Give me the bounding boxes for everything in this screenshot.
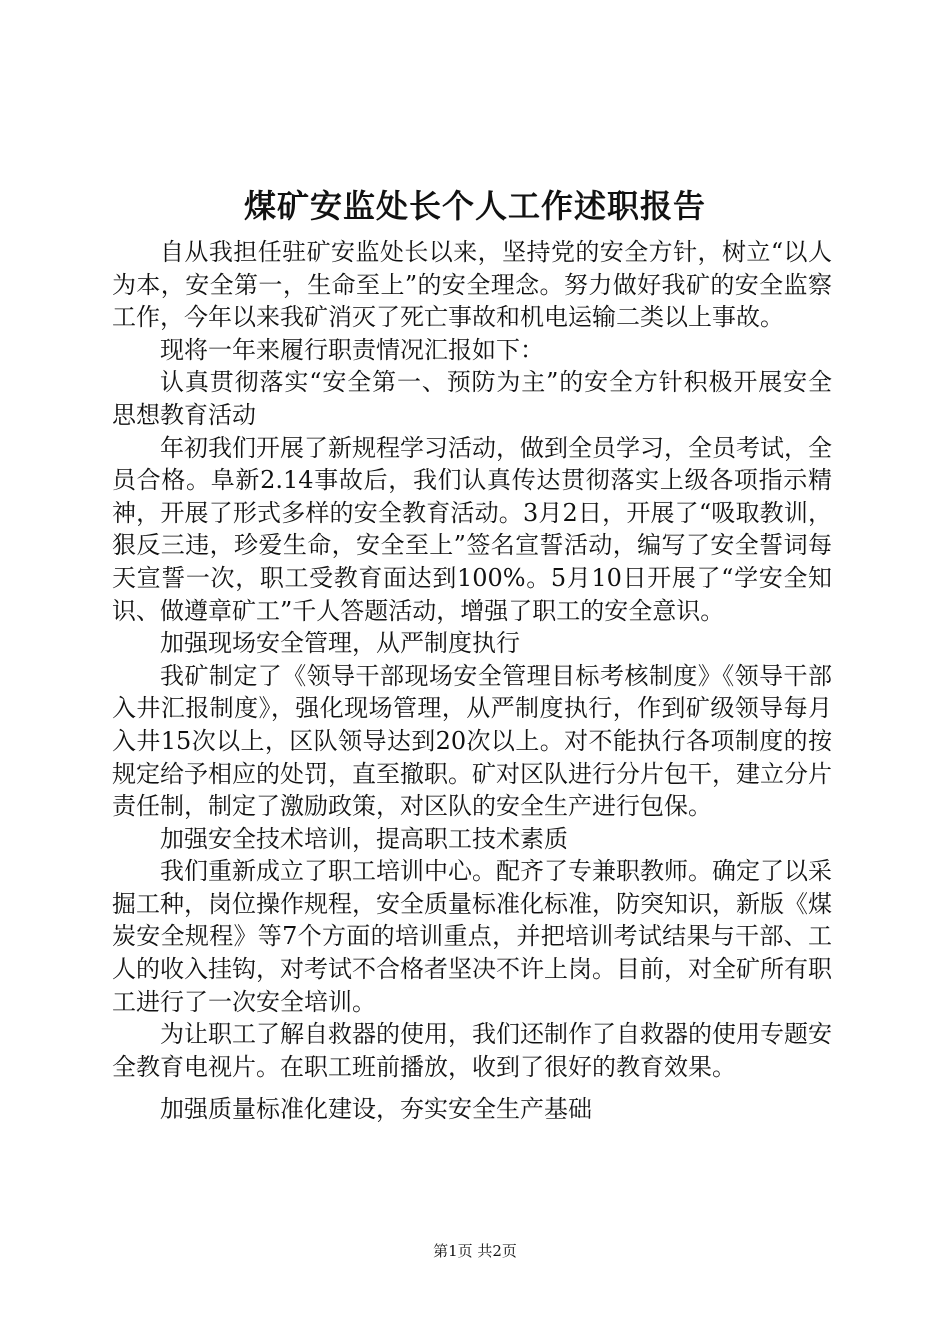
paragraph-intro: 自从我担任驻矿安监处长以来，坚持党的安全方针，树立“以人为本，安全第一，生命至上”的安全理念。努力做好我矿的安全监察工作，今年以来我矿消灭了死亡事故和机电运输二类以上事故。 — [112, 238, 832, 332]
section-heading-technical-training: 加强安全技术培训，提高职工技术素质 — [160, 824, 568, 853]
paragraph-technical-training: 我们重新成立了职工培训中心。配齐了专兼职教师。确定了以采掘工种，岗位操作规程，安全质量标准化标准，防突知识，新版《煤炭安全规程》等7个方面的培训重点，并把培训考试结果与干部、工人的收入挂钩，对考试不合格者坚决不许上岗。目前，对全矿所有职工进行了一次安全培训。 — [112, 857, 832, 1016]
paragraph-safety-education: 年初我们开展了新规程学习活动，做到全员学习，全员考试，全员合格。阜新2.14事故后，我们认真传达贯彻落实上级各项指示精神，开展了形式多样的安全教育活动。3月2日，开展了“吸取教训，狠反三违，珍爱生命，安全至上”签名宣誓活动，编写了安全誓词每天宣誓一次，职工受教育面达到100%。5月10日开展了“学安全知识、做遵章矿工”千人答题活动，增强了职工的安全意识。 — [112, 433, 832, 625]
section-heading-site-management: 加强现场安全管理，从严制度执行 — [160, 629, 520, 658]
paragraph-self-rescuer-video: 为让职工了解自救器的使用，我们还制作了自救器的使用专题安全教育电视片。在职工班前播放，收到了很好的教育效果。 — [112, 1020, 832, 1081]
document-title: 煤矿安监处长个人工作述职报告 — [243, 187, 706, 225]
document-body — [112, 236, 832, 1126]
paragraph-report-lead: 现将一年来履行职责情况汇报如下： — [160, 335, 544, 364]
page-footer: 第1页 共2页 — [433, 1242, 517, 1260]
paragraph-site-management: 我矿制定了《领导干部现场安全管理目标考核制度》《领导干部入井汇报制度》，强化现场管理，从严制度执行，作到矿级领导每月入井15次以上，区队领导达到20次以上。对不能执行各项制度的按规定给予相应的处罚，直至撤职。矿对区队进行分片包干，建立分片责任制，制定了激励政策，对区队的安全生产进行包保。 — [112, 661, 832, 821]
section-heading-quality-standardization: 加强质量标准化建设，夯实安全生产基础 — [160, 1095, 592, 1124]
section-heading-safety-education: 认真贯彻落实“安全第一、预防为主”的安全方针积极开展安全思想教育活动 — [112, 368, 832, 429]
